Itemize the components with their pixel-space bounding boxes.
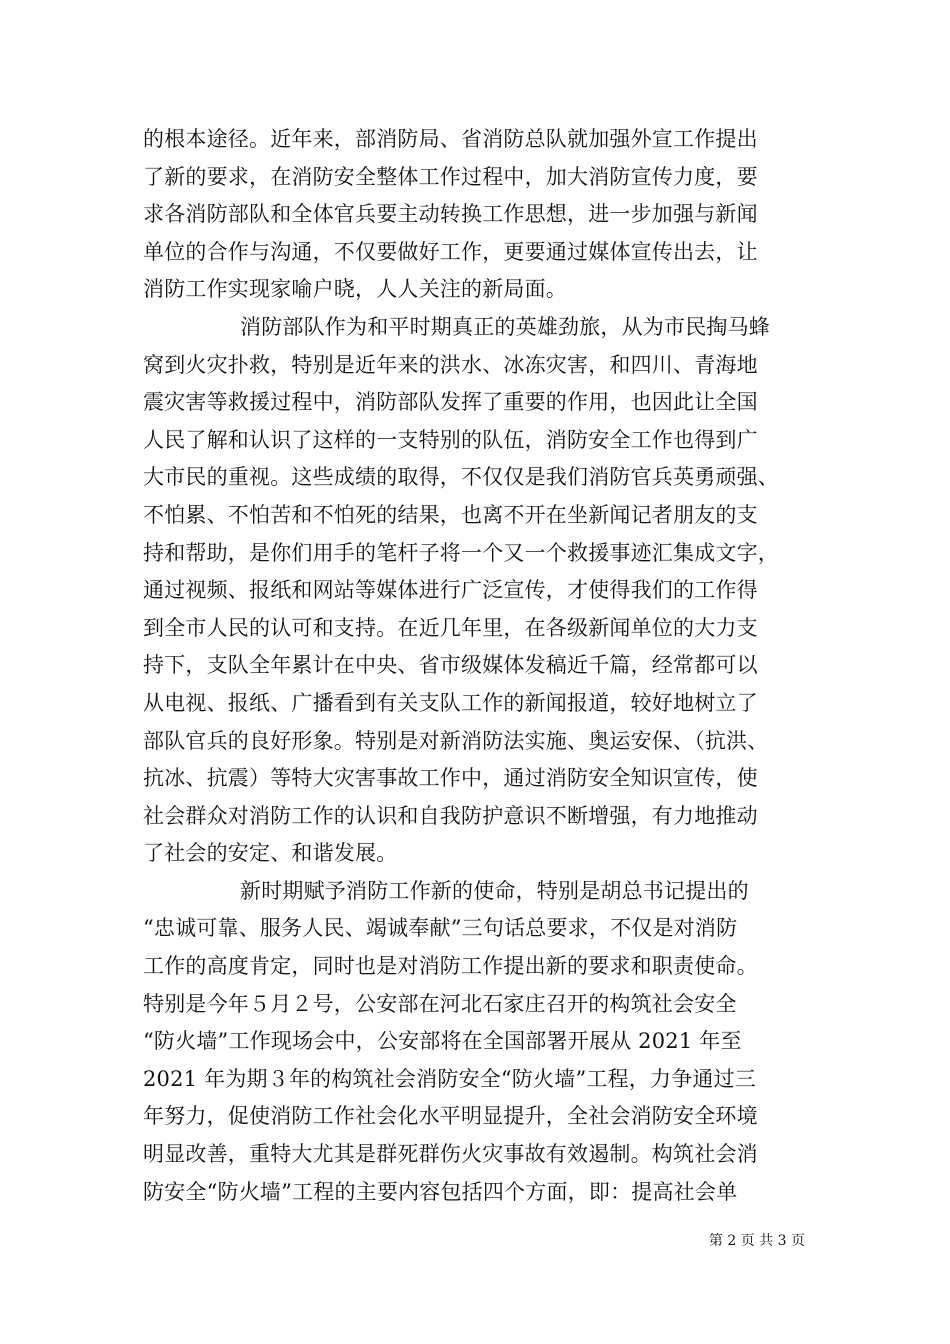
text-line: 窝到火灾扑救，特别是近年来的洪水、冰冻灾害，和四川、青海地 — [143, 352, 758, 377]
text-line: “忠诚可靠、服务人民、竭诚奉献”三句话总要求，不仅是对消防 — [143, 916, 738, 941]
text-line: 到全市人民的认可和支持。在近几年里，在各级新闻单位的大力支 — [143, 615, 758, 640]
text-line: 人民了解和认识了这样的一支特别的队伍，消防安全工作也得到广 — [143, 427, 758, 452]
text-line: 特别是今年５月２号，公安部在河北石家庄召开的构筑社会安全 — [143, 991, 737, 1016]
text-line: 部队官兵的良好形象。特别是对新消防法实施、奥运安保、（抗洪、 — [143, 728, 769, 753]
text-line: 社会群众对消防工作的认识和自我防护意识不断增强，有力地推动 — [143, 803, 758, 828]
text-line: 2021 年为期３年的构筑社会消防安全“防火墙”工程，力争通过三 — [143, 1066, 756, 1091]
paragraph-first-line: 新时期赋予消防工作新的使命，特别是胡总书记提出的 — [240, 878, 749, 903]
text-line: 年努力，促使消防工作社会化水平明显提升，全社会消防安全环境 — [143, 1104, 758, 1129]
text-line: 工作的高度肯定，同时也是对消防工作提出新的要求和职责使命。 — [143, 954, 758, 979]
text-line: 持和帮助，是你们用手的笔杆子将一个又一个救援事迹汇集成文字， — [143, 540, 779, 565]
text-line: 通过视频、报纸和网站等媒体进行广泛宣传，才使得我们的工作得 — [143, 578, 758, 603]
text-line: 消防工作实现家喻户晓，人人关注的新局面。 — [143, 277, 567, 302]
text-line: 大市民的重视。这些成绩的取得，不仅仅是我们消防官兵英勇顽强、 — [143, 465, 779, 490]
document-body — [143, 121, 813, 1211]
text-line: “防火墙”工作现场会中，公安部将在全国部署开展从 2021 年至 — [143, 1029, 742, 1054]
text-line: 抗冰、抗震）等特大灾害事故工作中，通过消防安全知识宣传，使 — [143, 766, 758, 791]
paragraph-first-line: 消防部队作为和平时期真正的英雄劲旅，从为市民掏马蜂 — [240, 314, 770, 339]
text-line: 震灾害等救援过程中，消防部队发挥了重要的作用，也因此让全国 — [143, 390, 758, 415]
text-line: 持下，支队全年累计在中央、省市级媒体发稿近千篇，经常都可以 — [143, 653, 758, 678]
text-line: 防安全“防火墙”工程的主要内容包括四个方面，即：提高社会单 — [143, 1179, 738, 1204]
text-line: 从电视、报纸、广播看到有关支队工作的新闻报道，较好地树立了 — [143, 690, 758, 715]
text-line: 明显改善，重特大尤其是群死群伤火灾事故有效遏制。构筑社会消 — [143, 1142, 758, 1167]
text-line: 了新的要求，在消防安全整体工作过程中，加大消防宣传力度，要 — [143, 164, 758, 189]
text-line: 求各消防部队和全体官兵要主动转换工作思想，进一步加强与新闻 — [143, 202, 758, 227]
text-line: 了社会的安定、和谐发展。 — [143, 841, 398, 866]
text-line: 单位的合作与沟通，不仅要做好工作，更要通过媒体宣传出去，让 — [143, 239, 758, 264]
text-line: 的根本途径。近年来，部消防局、省消防总队就加强外宣工作提出 — [143, 127, 758, 151]
text-line: 不怕累、不怕苦和不怕死的结果，也离不开在坐新闻记者朋友的支 — [143, 502, 758, 527]
page-number: 第 2 页 共 3 页 — [708, 1233, 805, 1249]
